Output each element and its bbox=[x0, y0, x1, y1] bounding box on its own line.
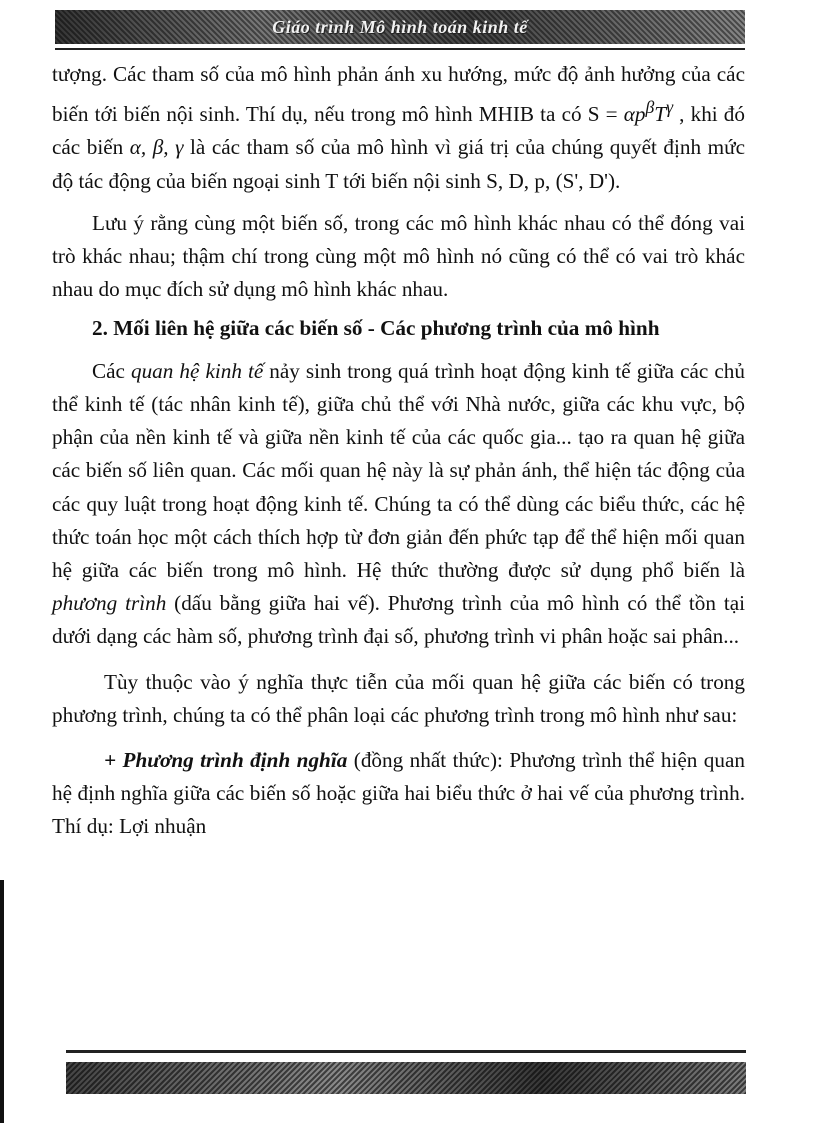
paragraph-text: (đồng nhất thức): Phương trình thể hiện quan hệ định nghĩa giữa các biến số hoặc giữa hai biểu thức ở hai vế của phương trình. Thí dụ: Lợi nhuận bbox=[52, 747, 745, 839]
paragraph-text: Các bbox=[92, 358, 131, 383]
running-header bbox=[55, 10, 745, 44]
running-footer bbox=[66, 1062, 746, 1094]
paragraph-text: là các tham số của mô hình vì giá trị của chúng quyết định mức độ tác động của biến ngoại sinh T tới biến nội sinh S, D, p, (S', D'). bbox=[52, 135, 745, 193]
parameter-symbols: α, β, γ bbox=[129, 135, 184, 160]
formula-exponent: γ bbox=[666, 97, 674, 118]
section-heading: 2. Mối liên hệ giữa các biến số - Các phương trình của mô hình bbox=[92, 316, 660, 341]
formula-part: T bbox=[654, 102, 667, 127]
formula-part: αp bbox=[623, 102, 646, 127]
paragraph-classification: Tùy thuộc vào ý nghĩa thực tiễn của mối quan hệ giữa các biến có trong phương trình, chúng ta có thể phân loại các phương trình trong mô hình như sau: bbox=[52, 669, 745, 727]
paragraph-note: Lưu ý rằng cùng một biến số, trong các mô hình khác nhau có thể đóng vai trò khác nhau; thậm chí trong cùng một mô hình nó cũng có thể có vai trò khác nhau do mục đích sử dụng mô hình khác nhau. bbox=[52, 210, 745, 302]
paragraph-economic-relations bbox=[52, 355, 745, 654]
paragraph-text: nảy sinh trong quá trình hoạt động kinh tế giữa các chủ thể kinh tế (tác nhân kinh tế), giữa chủ thể với Nhà nước, giữa các khu vực, bộ phận của nền kinh tế và giữa nền kinh tế của các quốc gia... tạo ra quan hệ giữa các biến số liên quan. Các mối quan hệ này là sự phản ánh, thể hiện tác động của các quy luật trong hoạt động kinh tế. Chúng ta có thể dùng các biểu thức, các hệ thức toán học một cách thích hợp từ đơn giản đến phức tạp để thể hiện mối quan hệ giữa các biến trong mô hình. Hệ thức thường được sử dụng phổ biến là bbox=[52, 358, 745, 582]
emphasis-term: quan hệ kinh tế bbox=[130, 358, 264, 383]
formula bbox=[623, 97, 674, 127]
footer-rule bbox=[66, 1050, 746, 1053]
term-definition-equation: + Phương trình định nghĩa bbox=[104, 747, 348, 772]
header-rule bbox=[55, 48, 745, 50]
paragraph-text: tượng. Các tham số của mô hình phản ánh xu hướng, mức độ ảnh hưởng của các biến tới biến nội sinh. Thí dụ, nếu trong mô hình MHIB ta có S = bbox=[52, 62, 745, 127]
running-header-title: Giáo trình Mô hình toán kinh tế bbox=[272, 17, 528, 37]
formula-exponent: β bbox=[645, 97, 655, 118]
paragraph-text: , khi đó các biến bbox=[52, 102, 745, 160]
scan-edge bbox=[0, 880, 4, 1123]
page-body bbox=[52, 58, 745, 844]
paragraph-text: (dấu bằng giữa hai vế). Phương trình của mô hình có thể tồn tại dưới dạng các hàm số, phương trình đại số, phương trình vi phân hoặc sai phân... bbox=[52, 591, 746, 649]
paragraph-definition-equation bbox=[52, 744, 745, 844]
emphasis-term: phương trình bbox=[52, 591, 167, 616]
paragraph-parameters bbox=[52, 58, 745, 198]
